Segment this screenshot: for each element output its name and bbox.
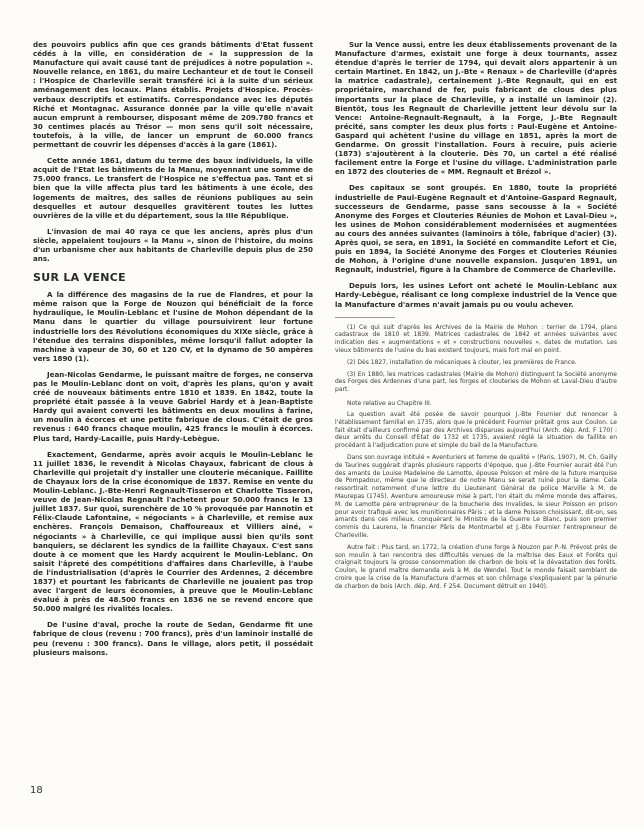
- paragraph: des pouvoirs publics afin que ces grands bâtiments d'Etat fussent cédés à la ville, en considération de « la suppression de la Manufacture qui avait causé tant de préjudices à notre population ». Nouvelle relance, en 1861, du maire Lechanteur et de tout le Conseil : l'Hospice de Charleville serait transféré ici à la suite d'un sérieux aménagement des locaux. Plans établis. Projets d'Hospice. Procès-verbaux descriptifs et estimatifs. Correspondance avec les députés Riché et Montagnac. Assurance donnée par la ville qu'elle n'avait aucun emprunt à rembourser, disposant même de 209.780 francs et 30 centimes placés au Trésor — mon sens qu'il soit nécessaire, toutefois, à la ville, de lancer un emprunt de 60.000 francs permettant de couvrir les dépenses d'accès à la gare (1861).: [33, 40, 313, 150]
- note-paragraph: Dans son ouvrage intitulé « Aventuriers et femme de qualité » (Paris, 1907), M. Ch. Gailly de Taurines suggérait d'après plusieurs rapports d'époque, que J.-Bte Fournier aurait été l'un des amants de Louise Madeleine de Lamotte, épouse Poisson et mère de la future marquise de Pompadour, même que le directeur de notre Manu se serait ruiné pour la dame. Cela ressortirait notamment d'une lettre du Lieutenant Général de police Marville à M. de Maurepas (1745). Aventure amoureuse mise à part, l'on était du même monde des affaires, M. de Lamotte père entrepreneur de la boucherie des Invalides, le sieur Poisson en prison pour avoir trafiqué avec les munitionnaires Pâris ; et la dame Poisson choisissant, dit-on, ses amants dans ces milieux, conquérant le Ministre de la Guerre Le Blanc, puis son premier commis du Laurens, le financier Pâris de Montmartel et J.-Bte Fournier l'entrepreneur de Charleville.: [335, 453, 617, 539]
- footnote: (3) En 1880, les matrices cadastrales (Mairie de Mohon) distinguent la Société anonyme des Forges des Ardennes d'une part, les forges et clouteries de Mohon et Laval-Dieu d'autre part.: [335, 370, 617, 394]
- paragraph: Sur la Vence aussi, entre les deux établissements provenant de la Manufacture d'armes, existait une forge à deux tournants, assez étendue d'après le terrier de 1794, qui devait alors appartenir à un certain Martinet. En 1842, un J.-Bte « Renaux » de Charleville (d'après la matrice cadastrale), certainement J.-Bte Regnault, qui en est propriétaire, marchand de fer, puis fabricant de clous des plus importants sur la place de Charleville, y a installé un laminoir (2). Bientôt, tous les Regnault de Charleville jettent leur dévolu sur la Vence: Antoine-Regnault-Regnault, à la Forge, J.-Bte Regnault précité, sans compter les deux plus forts : Paul-Eugène et Antoine-Gaspard qui achètent l'usine du village en 1851, après la mort de Gendarme. On grossit l'installation. Fours à recuire, puis acierie (1873) s'ajoutèrent à la clouterie. Dès 70, un cartel a été réalisé facilement entre la Forge et l'usine du village. L'administration parle en 1872 des clouteries de « MM. Regnault et Brézol ».: [335, 40, 617, 177]
- footnotes: [335, 324, 617, 394]
- paragraph: Depuis lors, les usines Lefort ont acheté le Moulin-Leblanc aux Hardy-Lebègue, réalisant ce long complexe industriel de la Vence que la Manufacture d'armes n'avait jamais pu ou voulu achever.: [335, 281, 617, 309]
- section-heading: SUR LA VENCE: [33, 271, 126, 285]
- note-paragraph: La question avait été posée de savoir pourquoi J.-Bte Fournier dut renoncer à l'établissement familial en 1735, alors que le précédent Fournier prêtait gros aux Coulon. Le fait était d'ailleurs confirmé par des Archives disparues aujourd'hui (Arch. dép. Ard. F 170) : deux arrêts du Conseil d'Etat de 1732 et 1735, avaient réglé la situation de faillite en procédant à l'adjudication pure et simple du bail de la Manufacture.: [335, 411, 617, 450]
- paragraph: Exactement, Gendarme, après avoir acquis le Moulin-Leblanc le 11 juillet 1836, le revendit à Nicolas Chayaux, fabricant de clous à Charleville qui projetait d'y installer une clouterie mécanique. Faillite de Chayaux lors de la crise économique de 1837. Remise en vente du Moulin-Leblanc. J.-Bte-Henri Regnault-Tisseron et Charlotte Tisseron, veuve de Jean-Nicolas Regnault l'achetent pour 50.000 francs le 13 juillet 1837. Sur quoi, surenchère de 10 % provoquée par Hannotin et Félix-Claude Lafontaine, « négociants » à Charleville, et remise aux enchères. François Demaison, Chaffoureaux et Villiers ainé, « négociants » à Charleville, ce qui implique aussi bien qu'ils sont banquiers, se déclarent les syndics de la faillite Chayaux. C'est sans doute à ce moment que les Hardy acquirent le Moulin-Leblanc. On saisit l'âpreté des compétitions d'affaires dans Charleville, à l'aube de l'industrialisation (d'après le Courrier des Ardennes, 2 décembre 1837) et pourtant les fabricants de Charleville ne jouaient pas trop avec l'argent de leurs économies, à preuve que le Moulin-Leblanc évalué à près de 48.500 francs en 1836 ne se revend encore que 50.000 malgré les rivalités locales.: [33, 449, 313, 614]
- paragraph: A la différence des magasins de la rue de Flandres, et pour la même raison que la Forge de Nouzon qui bénéficiait de la force hydraulique, le Moulin-Leblanc et l'usine de Mohon dépendant de la Manu dans le quartier du village poursuivirent leur fortune industrielle lors des Révolutions économiques du XIXe siècle, grâce à l'étendue des terrains disponibles, même lorsqu'il fallut adopter la machine à vapeur de 30, 60 et 120 CV, et la dynamo de 50 ampères vers 1890 (1).: [33, 290, 313, 363]
- footnote: (1) Ce qui suit d'après les Archives de la Mairie de Mohon : terrier de 1794, plans cadastraux de 1810 et 1839. Matrices cadastrales de 1842 et années suivantes avec indication des « augmentations » et « constructions nouvelles », dates de mutation. Les vieux bâtiments de l'usine du bas existent toujours, mais fort mal en point.: [335, 323, 617, 355]
- note-paragraph: Autre fait : Plus tard, en 1772, la création d'une forge à Nouzon par P.-N. Prévost près de son moulin à tan rencontra des difficultés venues de la maîtrise des Eaux et Forêts qui craignait toujours la grosse consommation de charbon de bois et la dévastation des forêts. Coulon, le grand maître demanda avis à M. de Wendel. Tout le monde faisait semblant de croire que la crise de la Manufacture d'armes et son chômage s'expliquaient par la pénurie de charbon de bois (Arch. dép. Ard. F 254. Document détruit en 1940).: [335, 543, 617, 590]
- paragraph: De l'usine d'aval, proche la route de Sedan, Gendarme fit une fabrique de clous (revenu : 700 francs), près d'un laminoir installé de peu (revenu : 300 francs). Dans le village, alors petit, il possédait plusieurs maisons.: [33, 620, 313, 657]
- paragraph: Jean-Nicolas Gendarme, le puissant maître de forges, ne conserva pas le Moulin-Leblanc dont on voit, d'après les plans, qu'on y avait créé de nouveaux bâtiments entre 1810 et 1839. En 1842, toute la propriété était passée à la veuve Gabriel Hardy et à Jean-Baptiste Hardy qui avaient converti les bâtiments en deux moulins à farine, un moulin à écorces et une petite fabrique de clous. C'était de gros revenus : 640 francs chaque moulin, 425 francs le moulin à écorces. Plus tard, Hardy-Lacaille, puis Hardy-Lebègue.: [33, 369, 313, 443]
- page-number: 18: [30, 785, 43, 796]
- paragraph: Cette année 1861, datum du terme des baux individuels, la ville acquit de l'Etat les bâtiments de la Manu, moyennant une somme de 75.000 francs. Le transfert de l'Hospice ne s'effectua pas. Tant et si bien que la ville affecta plus tard les bâtiments à une école, des logements de maîtres, des salles de réunions publiques au sein desquelles et autour desquelles gravitèrent toutes les luttes ouvrières de la ville et du département, sous la IIIe République.: [33, 156, 313, 220]
- chapter-notes: [335, 411, 617, 591]
- right-column: [335, 40, 617, 595]
- paragraph: L'invasion de mai 40 raya ce que les anciens, après plus d'un siècle, appelaient toujours « la Manu », sinon de l'histoire, du moins d'un urbanisme cher aux habitants de Charleville depuis plus de 250 ans.: [33, 226, 313, 264]
- notes-heading: Note relative au Chapitre III.: [347, 400, 432, 407]
- footnote-divider: [335, 317, 395, 318]
- left-column: [33, 40, 313, 664]
- footnote: (2) Dès 1827, installation de mécaniques à clouter, les premières de France.: [347, 358, 577, 366]
- paragraph: Des capitaux se sont groupés. En 1880, toute la propriété industrielle de Paul-Eugène Regnault et d'Antoine-Gaspard Regnault, successeurs de Gendarme, passe sans secousse à la « Société Anonyme des Forges et Clouteries Réunies de Mohon et Laval-Dieu », les usines de Mohon considérablement modernisées et augmentées au cours des années suivantes (laminoirs à tôle, fabrique d'acier) (3). Après quoi, se sera, en 1891, la Société en commandite Lefort et Cie, puis en 1894, la Société Anonyme des Forges et Clouteries Réunies de Mohon, à l'origine d'une nouvelle expansion. Jusqu'en 1891, un Regnault, industriel, figure à la Chambre de Commerce de Charleville.: [335, 183, 617, 275]
